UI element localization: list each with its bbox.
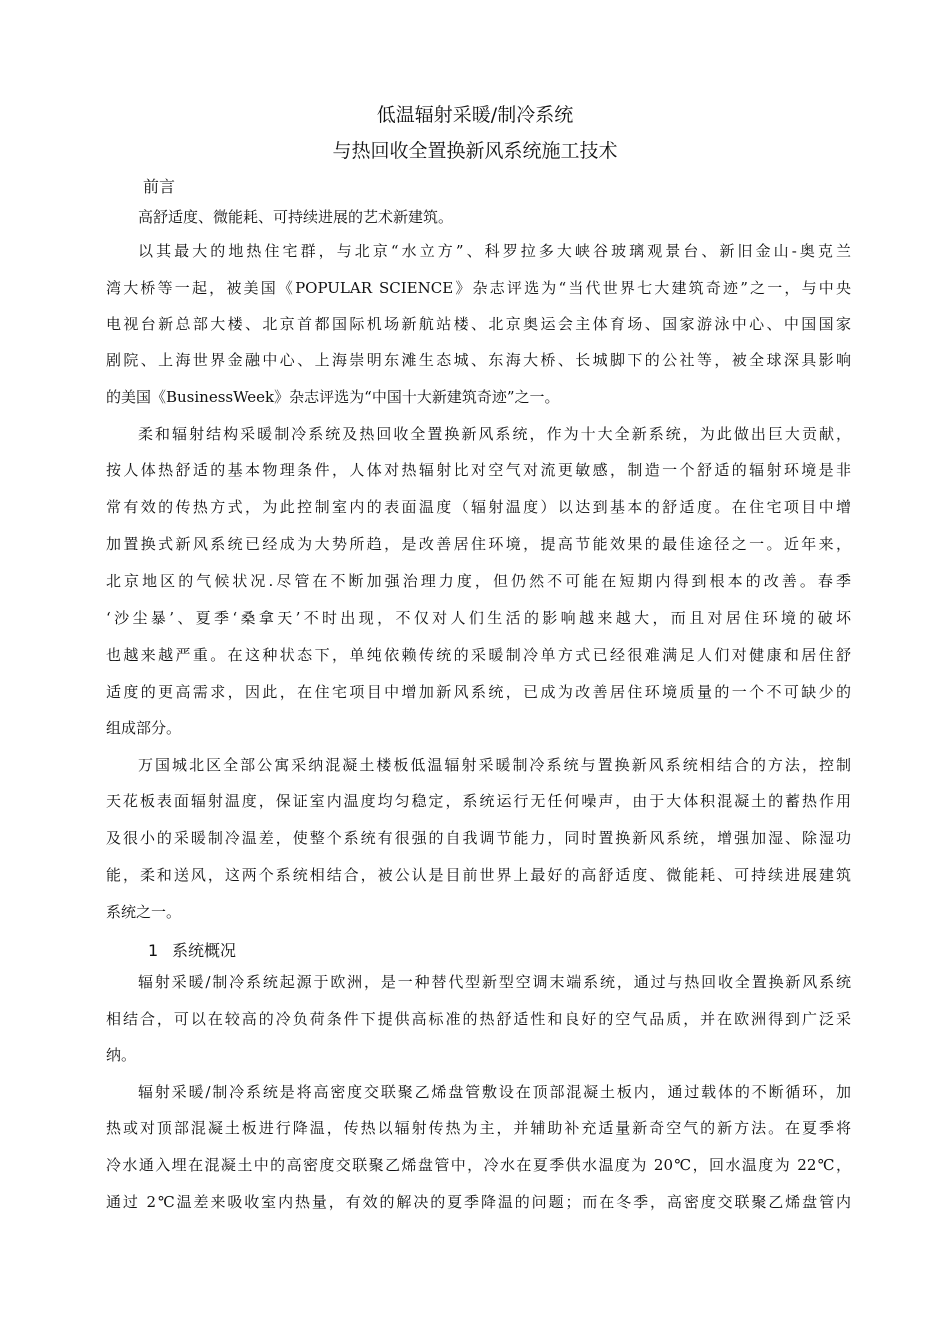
document-title-line2: 与热回收全置换新风系统施工技术 bbox=[332, 140, 618, 162]
paragraph-line: 北京地区的气候状况.尽管在不断加强治理力度，但仍然不可能在短期内得到根本的改善。春季 bbox=[106, 572, 851, 590]
paragraph-line: 柔和辐射结构采暖制冷系统及热回收全置换新风系统，作为十大全新系统，为此做出巨大贡献， bbox=[138, 425, 851, 443]
paragraph-line: 通过 2℃温差来吸收室内热量，有效的解决的夏季降温的问题；而在冬季，高密度交联聚乙烯盘管内 bbox=[106, 1193, 851, 1211]
paragraph-line: 的美国《BusinessWeek》杂志评选为“中国十大新建筑奇迹”之一。 bbox=[106, 388, 560, 406]
paragraph-line: 辐射采暖/制冷系统起源于欧洲，是一种替代型新型空调末端系统，通过与热回收全置换新风系统 bbox=[138, 973, 851, 991]
paragraph-line: 电视台新总部大楼、北京首都国际机场新航站楼、北京奥运会主体育场、国家游泳中心、中国国家 bbox=[106, 315, 851, 333]
paragraph-line: 加置换式新风系统已经成为大势所趋，是改善居住环境，提高节能效果的最佳途径之一。近年来， bbox=[106, 535, 851, 553]
paragraph-line: 系统之一。 bbox=[106, 903, 182, 921]
paragraph-line: 相结合，可以在较高的冷负荷条件下提供高标准的热舒适性和良好的空气品质，并在欧洲得到广泛采 bbox=[106, 1010, 851, 1028]
paragraph-line: 万国城北区全部公寓采纳混凝土楼板低温辐射采暖制冷系统与置换新风系统相结合的方法，控制 bbox=[138, 756, 851, 774]
paragraph-line: 适度的更高需求，因此，在住宅项目中增加新风系统，已成为改善居住环境质量的一个不可缺少的 bbox=[106, 683, 851, 701]
paragraph-line: 高舒适度、微能耗、可持续进展的艺术新建筑。 bbox=[138, 208, 454, 226]
section-number: 1 bbox=[148, 941, 159, 960]
paragraph-line: 按人体热舒适的基本物理条件，人体对热辐射比对空气对流更敏感，制造一个舒适的辐射环境是非 bbox=[106, 461, 851, 479]
paragraph-line: 辐射采暖/制冷系统是将高密度交联聚乙烯盘管敷设在顶部混凝土板内，通过载体的不断循环，加 bbox=[138, 1083, 851, 1101]
paragraph-line: 纳。 bbox=[106, 1046, 137, 1064]
paragraph-line: 湾大桥等一起，被美国《POPULAR SCIENCE》杂志评选为“当代世界七大建筑奇迹”之一，与中央 bbox=[106, 279, 851, 297]
paragraph-line: 及很小的采暖制冷温差，使整个系统有很强的自我调节能力，同时置换新风系统，增强加湿、除湿功 bbox=[106, 829, 851, 847]
paragraph-line: 剧院、上海世界金融中心、上海崇明东滩生态城、东海大桥、长城脚下的公社等，被全球深具影响 bbox=[106, 351, 851, 369]
paragraph-line: 常有效的传热方式，为此控制室内的表面温度（辐射温度）以达到基本的舒适度。在住宅项目中增 bbox=[106, 498, 851, 516]
paragraph-line: 天花板表面辐射温度，保证室内温度均匀稳定，系统运行无任何噪声，由于大体积混凝土的蓄热作用 bbox=[106, 792, 851, 810]
paragraph-line: 以其最大的地热住宅群，与北京“水立方”、科罗拉多大峡谷玻璃观景台、新旧金山-奥克兰 bbox=[138, 242, 851, 260]
section-heading-overview bbox=[148, 938, 236, 961]
paragraph-line: 组成部分。 bbox=[106, 719, 182, 737]
paragraph-line: 能，柔和送风，这两个系统相结合，被公认是目前世界上最好的高舒适度、微能耗、可持续进展建筑 bbox=[106, 866, 851, 884]
paragraph-line: 热或对顶部混凝土板进行降温，传热以辐射传热为主，并辅助补充适量新奇空气的新方法。在夏季将 bbox=[106, 1119, 851, 1137]
section-heading-preface: 前言 bbox=[143, 177, 176, 196]
paragraph-line: 也越来越严重。在这种状态下，单纯依赖传统的采暖制冷单方式已经很难满足人们对健康和居住舒 bbox=[106, 646, 851, 664]
document-title-line1: 低温辐射采暖/制冷系统 bbox=[376, 104, 574, 126]
section-title: 系统概况 bbox=[172, 941, 237, 960]
paragraph-line: 冷水通入埋在混凝土中的高密度交联聚乙烯盘管中，冷水在夏季供水温度为 20℃，回水温度为 22℃， bbox=[106, 1156, 851, 1174]
paragraph-line: ‘沙尘暴’、夏季‘桑拿天’不时出现，不仅对人们生活的影响越来越大，而且对居住环境的破坏 bbox=[106, 609, 851, 627]
